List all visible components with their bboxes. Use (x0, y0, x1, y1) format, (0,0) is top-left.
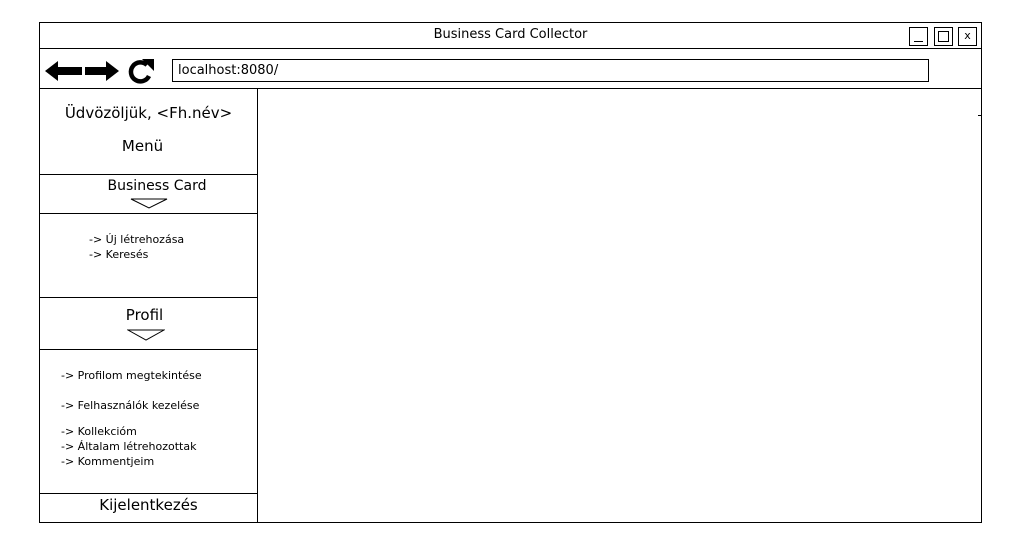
manage-users-link[interactable]: -> Felhasználók kezelése (61, 399, 200, 412)
divider (39, 493, 258, 494)
chevron-down-icon (130, 198, 168, 209)
title-bar (39, 22, 982, 49)
minimize-icon (914, 41, 923, 42)
view-profile-link[interactable]: -> Profilom megtekintése (61, 369, 202, 382)
created-by-me-link[interactable]: -> Általam létrehozottak (61, 440, 197, 453)
greeting-text: Üdvözöljük, <Fh.név> (64, 104, 233, 122)
back-arrow-icon[interactable] (44, 60, 84, 82)
url-bar[interactable]: localhost:8080/ (172, 59, 929, 82)
main-content (258, 89, 981, 522)
chevron-down-icon (127, 329, 165, 341)
profile-title: Profil (125, 306, 164, 324)
minimize-button[interactable] (909, 27, 928, 46)
my-collection-link[interactable]: -> Kollekcióm (61, 425, 137, 438)
refresh-icon[interactable] (125, 56, 157, 86)
business-card-section-toggle[interactable] (39, 175, 258, 213)
profile-submenu (61, 424, 196, 469)
business-card-menu (89, 232, 184, 262)
search-link[interactable]: -> Keresés (89, 248, 149, 261)
profile-section-toggle[interactable] (39, 298, 258, 349)
divider (39, 349, 258, 350)
divider (39, 213, 258, 214)
close-icon: x (964, 29, 971, 42)
maximize-icon (938, 31, 949, 42)
menu-title: Menü (121, 137, 164, 155)
my-comments-link[interactable]: -> Kommentjeim (61, 455, 155, 468)
window-title: Business Card Collector (433, 27, 588, 42)
business-card-title: Business Card (107, 178, 207, 194)
close-button[interactable] (958, 27, 977, 46)
logout-button[interactable]: Kijelentkezés (99, 496, 198, 514)
new-card-link[interactable]: -> Új létrehozása (89, 233, 185, 246)
forward-arrow-icon[interactable] (84, 60, 120, 82)
maximize-button[interactable] (934, 27, 953, 46)
